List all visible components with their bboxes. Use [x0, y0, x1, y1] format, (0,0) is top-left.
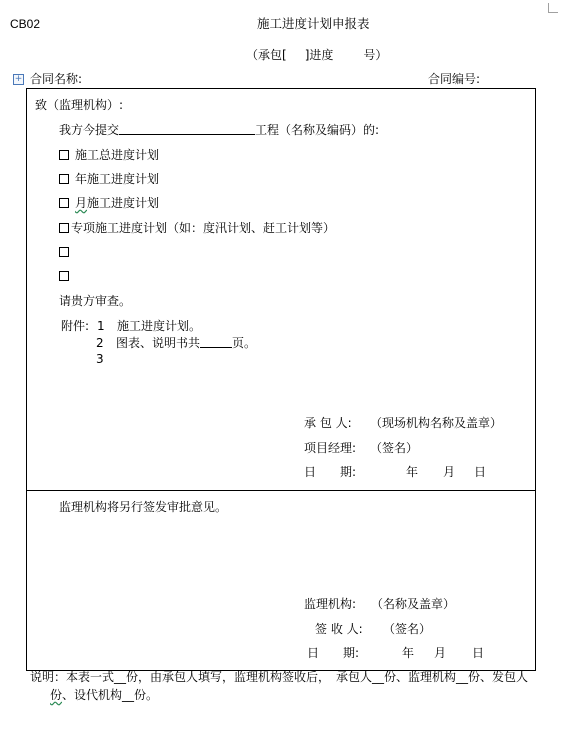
checkbox[interactable]: [59, 223, 69, 233]
lower-date-label: 日 期:: [307, 646, 360, 660]
attachment-1-no: 1: [97, 319, 105, 333]
contractor-value: （现场机构名称及盖章）: [370, 416, 503, 430]
form-subtitle: （承包[ ]进度 号）: [246, 48, 388, 62]
footer-note-line2: 份、设代机构__份。: [50, 688, 159, 702]
receiver-label: 签 收 人:: [315, 622, 363, 636]
checkbox[interactable]: [59, 198, 69, 208]
receiver-value: （签名）: [383, 622, 432, 636]
contract-number-label: 合同编号:: [428, 72, 481, 86]
upper-date-month: 月: [443, 465, 456, 479]
footer-note-line1: 说明：本表一式__份，由承包人填写，监理机构签收后， 承包人__份、监理机构__份、发包人: [30, 670, 529, 684]
attachment-3-no: 3: [96, 352, 104, 366]
upper-date-year: 年: [406, 465, 419, 479]
checkbox[interactable]: [59, 271, 69, 281]
supervisor-agency-value: （名称及盖章）: [371, 597, 456, 611]
review-request: 请贵方审查。: [59, 294, 132, 308]
attachment-2-no: 2: [96, 336, 104, 350]
supervisor-opinion: 监理机构将另行签发审批意见。: [59, 500, 228, 514]
project-manager-label: 项目经理:: [304, 441, 357, 455]
attachment-label: 附件:: [61, 319, 90, 333]
option-blank-1[interactable]: [59, 245, 75, 260]
table-move-handle-icon[interactable]: +: [14, 74, 23, 84]
checkbox[interactable]: [59, 247, 69, 257]
option-special-schedule[interactable]: 专项施工进度计划（如：度汛计划、赶工计划等）: [59, 221, 335, 236]
option-blank-2[interactable]: [59, 269, 75, 284]
attachment-1-text: 施工进度计划。: [117, 319, 202, 333]
page-corner-mark: [548, 3, 558, 13]
contract-name-label: 合同名称:: [30, 72, 83, 86]
checkbox[interactable]: [59, 174, 69, 184]
lower-date-month: 月: [434, 646, 447, 660]
checkbox[interactable]: [59, 150, 69, 160]
upper-date-label: 日 期:: [304, 465, 357, 479]
form-code: CB02: [10, 17, 41, 31]
option-general-schedule[interactable]: 施工总进度计划: [59, 148, 159, 163]
option-monthly-schedule[interactable]: 月施工进度计划: [59, 196, 159, 211]
page-count-blank[interactable]: [200, 336, 232, 348]
form-title: 施工进度计划申报表: [257, 16, 370, 31]
lower-date-day: 日: [472, 646, 485, 660]
contractor-label: 承 包 人:: [304, 416, 352, 430]
option-annual-schedule[interactable]: 年施工进度计划: [59, 172, 159, 187]
supervisor-agency-label: 监理机构:: [304, 597, 357, 611]
section-divider: [26, 490, 535, 491]
submission-line: 我方今提交 工程（名称及编码）的:: [59, 123, 380, 137]
upper-date-day: 日: [474, 465, 487, 479]
lower-date-year: 年: [402, 646, 415, 660]
attachment-2-text: 图表、说明书共 页。: [116, 336, 257, 350]
project-manager-value: （签名）: [370, 441, 419, 455]
to-supervisor-line: 致（监理机构）:: [35, 98, 124, 112]
project-name-blank[interactable]: [119, 123, 255, 135]
